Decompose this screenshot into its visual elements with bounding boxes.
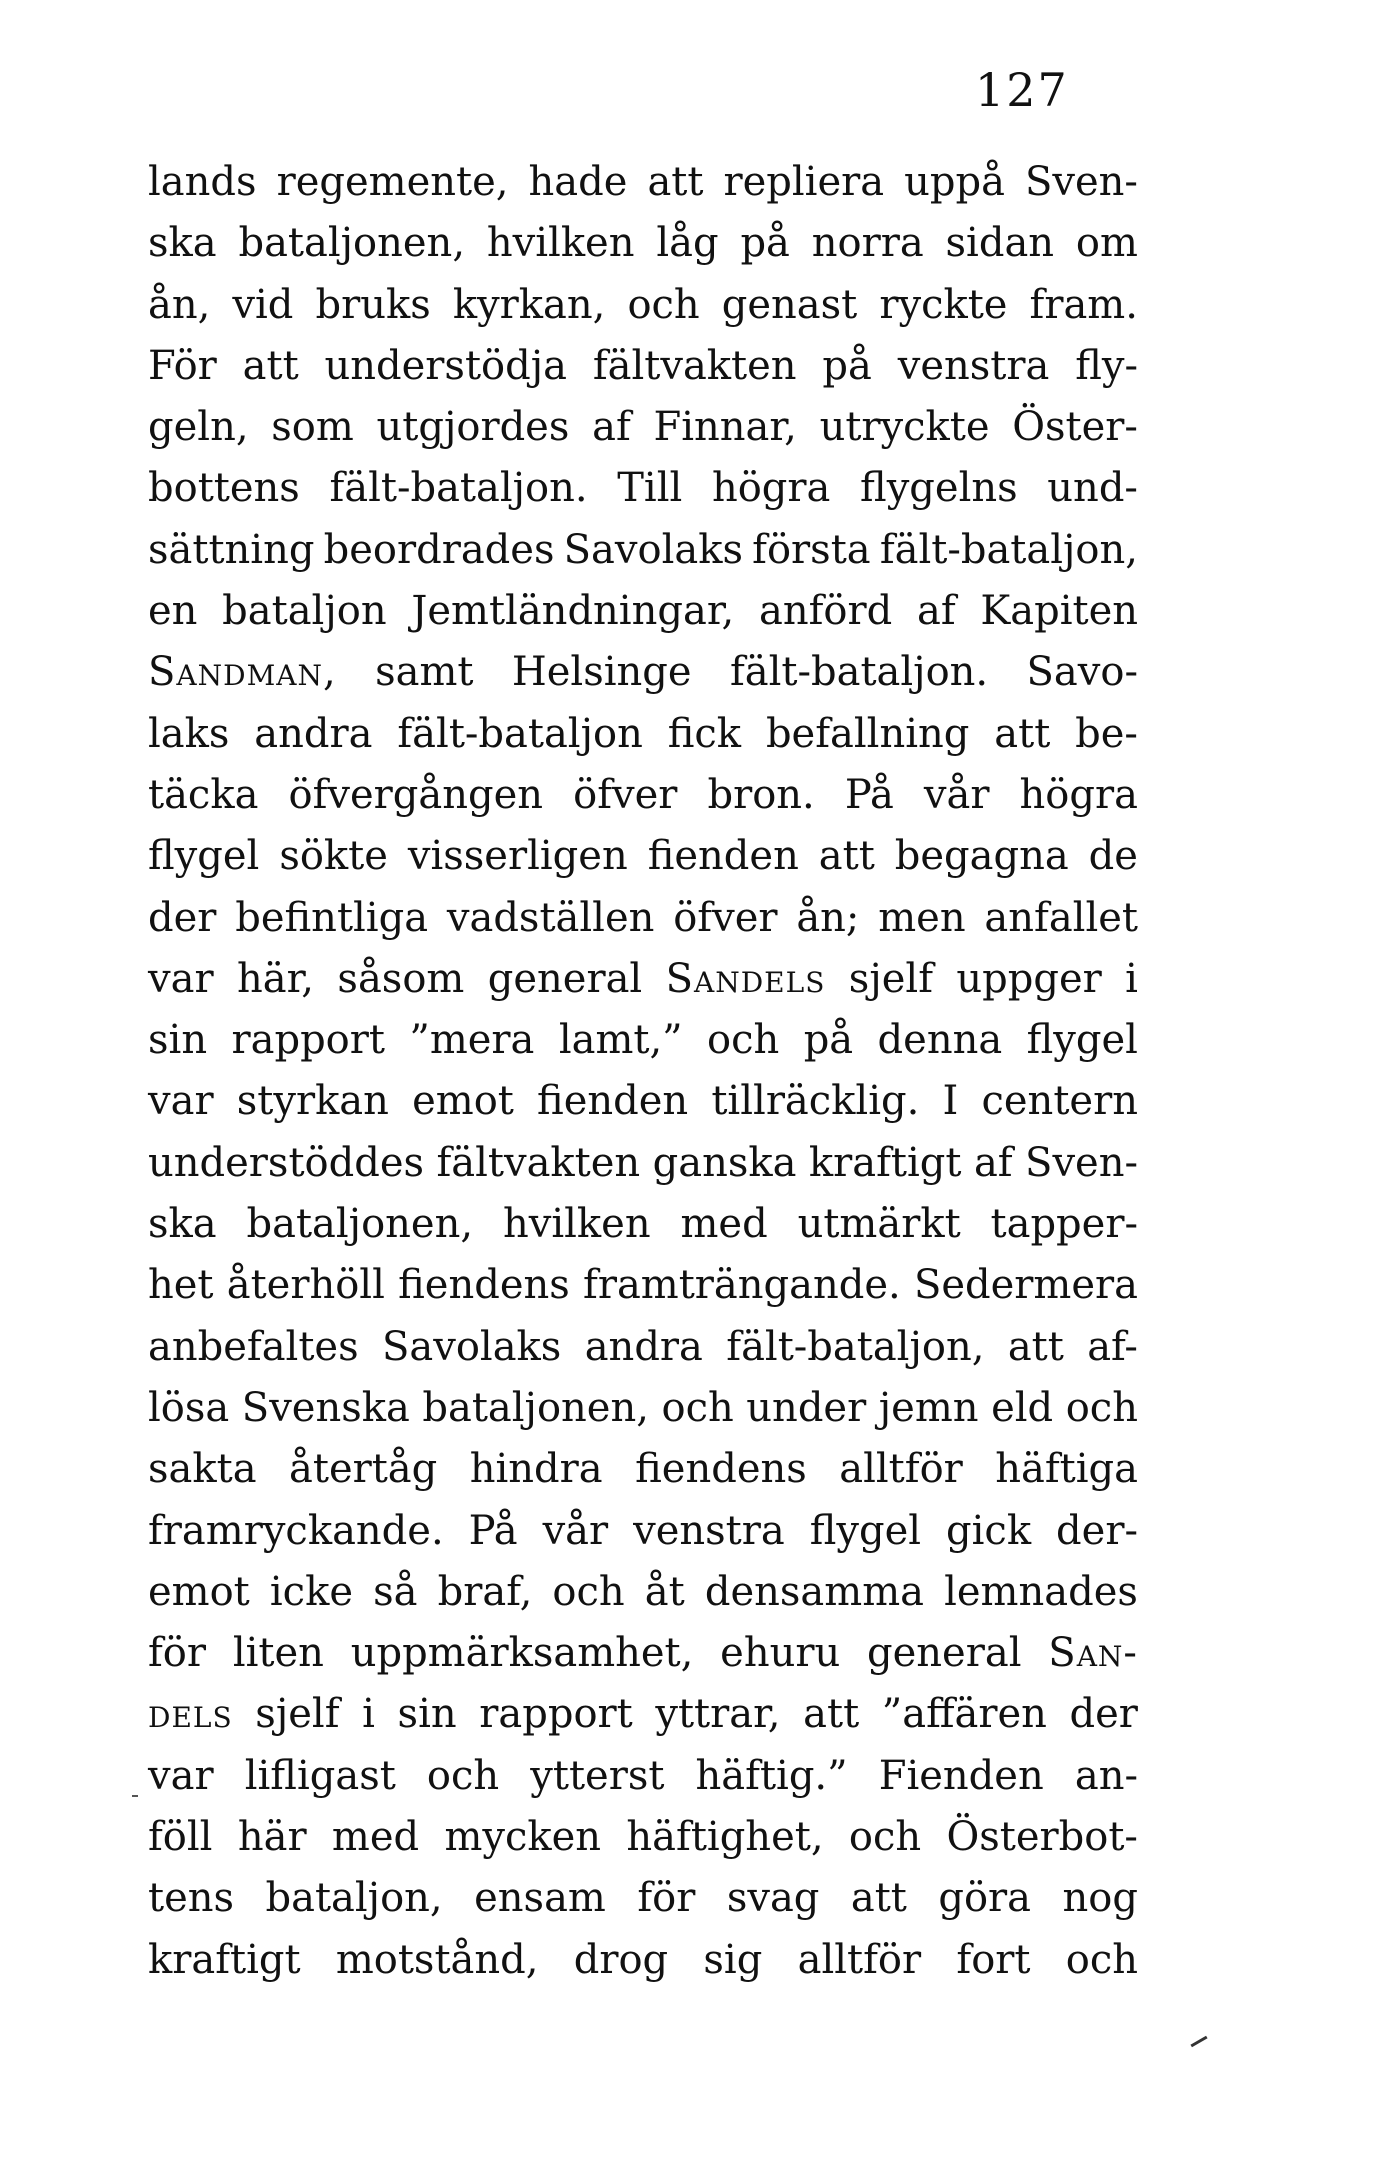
text-line	[148, 642, 1138, 703]
word: fienden	[647, 833, 799, 880]
word: fältvakten	[436, 1139, 641, 1186]
word: beordrades	[323, 526, 555, 573]
word: svag	[726, 1875, 820, 1922]
word: i	[362, 1691, 375, 1738]
word: fick	[667, 710, 742, 757]
word: återhöll	[226, 1262, 385, 1309]
word: dels	[148, 1691, 233, 1738]
word: ”affären	[881, 1691, 1047, 1738]
text-line	[148, 152, 1138, 213]
word: Helsinge	[511, 649, 692, 696]
word: mycken	[444, 1814, 602, 1861]
word: Till	[617, 465, 683, 512]
word: sökte	[279, 833, 388, 880]
word: Kapiten	[980, 588, 1138, 635]
word: I	[942, 1078, 959, 1125]
word: sakta	[148, 1446, 257, 1493]
word: centern	[981, 1078, 1138, 1125]
word: eld	[991, 1384, 1054, 1431]
word: sjelf	[848, 955, 933, 1002]
text-line	[148, 336, 1138, 397]
word: fältvakten	[592, 342, 797, 389]
word: fält-bataljon,	[726, 1323, 985, 1370]
word: öfvergången	[288, 771, 544, 818]
word: var	[148, 1078, 214, 1125]
word: fly-	[1075, 342, 1138, 389]
word: af-	[1087, 1323, 1138, 1370]
word: Finnar,	[653, 404, 797, 451]
word: Fienden	[878, 1752, 1044, 1799]
word: häftighet,	[626, 1814, 824, 1861]
word: kraftigt	[808, 1139, 962, 1186]
word: geln,	[148, 404, 249, 451]
word: sig	[703, 1936, 763, 1983]
word: ska	[148, 220, 217, 267]
word: vår	[923, 771, 990, 818]
word: anfallet	[984, 894, 1138, 941]
word: anbefaltes	[148, 1323, 359, 1370]
word: bataljonen,	[238, 220, 466, 267]
word: visserligen	[407, 833, 628, 880]
word: Jemtländningar,	[411, 588, 735, 635]
text-line	[148, 1071, 1138, 1132]
word: flygel	[809, 1507, 922, 1554]
word: och	[552, 1568, 625, 1615]
word: bottens	[148, 465, 300, 512]
text-line	[148, 888, 1138, 949]
word: öfver	[673, 894, 778, 941]
word: såsom	[337, 955, 465, 1002]
word: en	[148, 588, 198, 635]
word: häftiga	[995, 1446, 1138, 1493]
word: för	[637, 1875, 696, 1922]
text-line	[148, 765, 1138, 826]
word: yttrar,	[655, 1691, 781, 1738]
word: hvilken	[486, 220, 635, 267]
word: uppmärksamhet,	[350, 1630, 694, 1677]
word: vår	[542, 1507, 609, 1554]
word: fort	[956, 1936, 1031, 1983]
word: andra	[584, 1323, 703, 1370]
word: emot	[412, 1078, 514, 1125]
word: första	[752, 526, 871, 573]
word: Sedermera	[913, 1262, 1138, 1309]
stray-ink-mark	[132, 1795, 138, 1797]
word: gick	[946, 1507, 1032, 1554]
word: sjelf	[255, 1691, 340, 1738]
word: ”mera	[409, 1017, 535, 1064]
word: lifligast	[244, 1752, 396, 1799]
word: öfver	[573, 771, 678, 818]
word: och	[1065, 1936, 1138, 1983]
text-line	[148, 1868, 1138, 1929]
word: Savolaks	[563, 526, 743, 573]
word: San-	[1048, 1630, 1138, 1677]
word: flygelns	[860, 465, 1018, 512]
word: på	[822, 342, 872, 389]
word: var	[148, 1752, 214, 1799]
word: sättning	[148, 526, 315, 573]
word: göra	[938, 1875, 1031, 1922]
word: fält-bataljon.	[729, 649, 989, 696]
word: fiendens	[398, 1262, 570, 1309]
word: Sven-	[1025, 1139, 1138, 1186]
word: sin	[148, 1017, 208, 1064]
text-line	[148, 826, 1138, 887]
word: venstra	[633, 1507, 785, 1554]
text-line	[148, 1439, 1138, 1500]
word: der	[1069, 1691, 1138, 1738]
word: fienden	[537, 1078, 689, 1125]
word: jemn	[878, 1384, 979, 1431]
word: af	[916, 588, 956, 635]
word: att	[803, 1691, 860, 1738]
word: lamt,”	[558, 1017, 683, 1064]
word: motstånd,	[335, 1936, 539, 1983]
word: och	[707, 1017, 780, 1064]
text-line	[148, 520, 1138, 581]
word: bataljon,	[265, 1875, 443, 1922]
text-line	[148, 1807, 1138, 1868]
word: högra	[1019, 771, 1138, 818]
word: åt	[644, 1568, 685, 1615]
word: genast	[721, 281, 858, 328]
text-line	[148, 397, 1138, 458]
text-line	[148, 581, 1138, 642]
word: flygel	[1026, 1017, 1138, 1064]
text-line	[148, 275, 1138, 336]
body-text	[148, 152, 1138, 1991]
text-line	[148, 949, 1138, 1010]
word: de	[1088, 833, 1138, 880]
word: att	[818, 833, 875, 880]
word: uppger	[956, 955, 1102, 1002]
word: be-	[1075, 710, 1138, 757]
text-line	[148, 1930, 1138, 1991]
word: liten	[232, 1630, 324, 1677]
word: i	[1125, 955, 1138, 1002]
word: der	[148, 894, 217, 941]
word: bruks	[315, 281, 431, 328]
word: och	[627, 281, 700, 328]
word: uppå	[904, 159, 1005, 205]
word: ensam	[474, 1875, 606, 1922]
text-line	[148, 1378, 1138, 1439]
word: lösa	[148, 1384, 230, 1431]
word: understödja	[324, 342, 567, 389]
word: flygel	[148, 833, 260, 880]
word: ån,	[148, 281, 211, 328]
word: kraftigt	[148, 1936, 301, 1983]
word: alltför	[797, 1936, 922, 1983]
word: bataljonen,	[246, 1201, 474, 1248]
word: och	[1065, 1384, 1138, 1431]
word: tens	[148, 1875, 235, 1922]
word: kyrkan,	[452, 281, 606, 328]
word: vadställen	[446, 894, 655, 941]
word: här	[237, 1814, 307, 1861]
page-number: 127	[975, 63, 1069, 117]
word: häftig.”	[695, 1752, 848, 1799]
word: laks	[148, 710, 230, 757]
word: På	[844, 771, 894, 818]
word: för	[148, 1630, 207, 1677]
word: denna	[877, 1017, 1003, 1064]
word: återtåg	[289, 1446, 438, 1493]
word: der-	[1056, 1507, 1138, 1554]
text-line	[148, 1623, 1138, 1684]
word: låg	[656, 220, 719, 267]
word: att	[850, 1875, 907, 1922]
word: fält-bataljon.	[329, 465, 588, 512]
word: På	[468, 1507, 518, 1554]
word: alltför	[839, 1446, 963, 1493]
text-line	[148, 1746, 1138, 1807]
word: som	[271, 404, 354, 451]
word: framryckande.	[148, 1507, 444, 1554]
text-line	[148, 1133, 1138, 1194]
text-line	[148, 458, 1138, 519]
word: densamma	[704, 1568, 924, 1615]
word: att	[994, 710, 1051, 757]
word: begagna	[894, 833, 1069, 880]
word: ån;	[796, 894, 860, 941]
word: af	[592, 404, 631, 451]
word: rapport	[231, 1017, 385, 1064]
word: rapport	[479, 1691, 633, 1738]
word: vid	[232, 281, 294, 328]
word: andra	[254, 710, 373, 757]
word: hindra	[469, 1446, 603, 1493]
word: nog	[1062, 1875, 1138, 1922]
word: ska	[148, 1201, 217, 1248]
text-line	[148, 1562, 1138, 1623]
word: och	[426, 1752, 500, 1799]
word: Sven-	[1024, 159, 1138, 205]
word: befintliga	[235, 894, 429, 941]
text-line	[148, 1684, 1138, 1745]
word: Savolaks	[381, 1323, 562, 1370]
word: högra	[711, 465, 831, 512]
word: repliera	[723, 159, 885, 205]
word: general	[867, 1630, 1022, 1677]
word: utryckte	[819, 404, 990, 451]
word: norra	[811, 220, 924, 267]
text-line	[148, 1010, 1138, 1071]
word: ehuru	[720, 1630, 841, 1677]
stray-ink-mark	[1190, 2036, 1207, 2048]
word: och	[848, 1814, 922, 1861]
word: så	[373, 1568, 418, 1615]
word: fiendens	[635, 1446, 807, 1493]
word: täcka	[148, 771, 259, 818]
word: med	[680, 1201, 768, 1248]
word: fält-bataljon,	[879, 526, 1138, 573]
word: tapper-	[990, 1201, 1138, 1248]
word: braf,	[437, 1568, 533, 1615]
word: här,	[236, 955, 315, 1002]
word: ganska	[652, 1139, 797, 1186]
word: understöddes	[148, 1139, 425, 1186]
word: föll	[148, 1814, 213, 1861]
word: Öster-	[1012, 404, 1138, 451]
word: bataljonen,	[422, 1384, 649, 1431]
word: drog	[573, 1936, 669, 1983]
word: an-	[1074, 1752, 1138, 1799]
word: utmärkt	[797, 1201, 961, 1248]
word: men	[878, 894, 966, 941]
word: Sandels	[665, 955, 826, 1002]
text-line	[148, 1194, 1138, 1255]
word: fram.	[1029, 281, 1138, 328]
word: på	[803, 1017, 854, 1064]
word: Sandman,	[148, 649, 337, 696]
word: att	[242, 342, 299, 389]
word: var	[148, 955, 214, 1002]
word: tillräcklig.	[711, 1078, 920, 1125]
word: emot	[148, 1568, 250, 1615]
word: bron.	[707, 771, 815, 818]
word: och	[661, 1384, 734, 1431]
word: att	[647, 159, 704, 205]
word: styrkan	[236, 1078, 389, 1125]
word: framträngande.	[583, 1262, 901, 1309]
word: general	[487, 955, 643, 1002]
word: und-	[1047, 465, 1138, 512]
word: af	[973, 1139, 1013, 1186]
word: utgjordes	[376, 404, 570, 451]
word: fält-bataljon	[397, 710, 643, 757]
word: om	[1075, 220, 1138, 267]
word: samt	[375, 649, 474, 696]
word: För	[148, 342, 217, 389]
word: sidan	[945, 220, 1055, 267]
word: lemnades	[944, 1568, 1138, 1615]
word: venstra	[897, 342, 1050, 389]
text-line	[148, 213, 1138, 274]
text-line	[148, 704, 1138, 765]
word: lands	[148, 159, 257, 205]
word: på	[740, 220, 790, 267]
word: under	[746, 1384, 867, 1431]
word: regemente,	[276, 159, 509, 205]
word: hvilken	[502, 1201, 651, 1248]
word: het	[148, 1262, 214, 1309]
word: Svenska	[241, 1384, 410, 1431]
word: sin	[397, 1691, 457, 1738]
word: bataljon	[222, 588, 387, 635]
text-line	[148, 1255, 1138, 1316]
word: befallning	[765, 710, 970, 757]
word: ytterst	[530, 1752, 665, 1799]
text-line	[148, 1501, 1138, 1562]
word: att	[1007, 1323, 1064, 1370]
text-line	[148, 1317, 1138, 1378]
word: hade	[528, 159, 628, 205]
word: Österbot-	[946, 1814, 1138, 1861]
word: icke	[269, 1568, 353, 1615]
word: anförd	[759, 588, 893, 635]
word: med	[331, 1814, 420, 1861]
word: Savo-	[1026, 649, 1138, 696]
word: ryckte	[879, 281, 1008, 328]
